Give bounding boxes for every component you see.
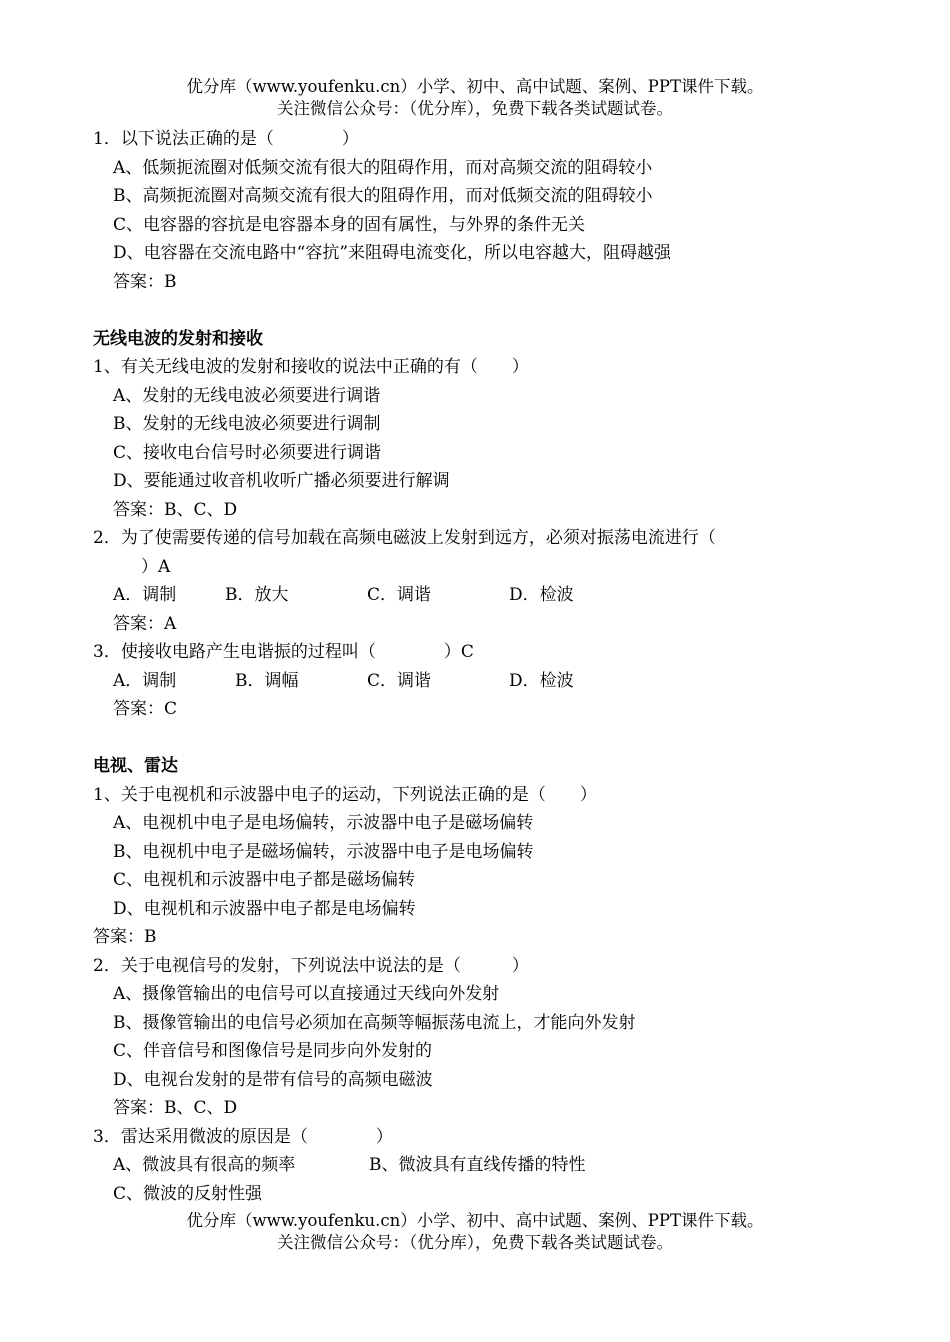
option-b: B、发射的无线电波必须要进行调制 [113,414,381,434]
option-d: D、电容器在交流电路中“容抗”来阻碍电流变化，所以电容越大，阻碍越强 [113,243,672,263]
option-a: A、微波具有很高的频率 [113,1155,296,1175]
question-text: 2．关于电视信号的发射，下列说法中说法的是（ ） [93,955,529,976]
option-d: D．检波 [509,670,574,691]
option-b: B、高频扼流圈对高频交流有很大的阻碍作用，而对低频交流的阻碍较小 [113,186,653,206]
option-d: D、电视机和示波器中电子都是电场偏转 [113,898,416,919]
option-c: C、接收电台信号时必须要进行调谐 [113,442,382,463]
option-a: A、电视机中电子是电场偏转，示波器中电子是磁场偏转 [113,813,534,833]
footer-line-1: 优分库（www.youfenku.cn）小学、初中、高中试题、案例、PPT课件下载。 [186,1211,764,1230]
option-c: C、微波的反射性强 [113,1183,263,1204]
question-text: 1．以下说法正确的是（ ） [93,129,359,149]
question-text: 1、关于电视机和示波器中电子的运动，下列说法正确的是（ ） [93,784,597,805]
options-row [93,667,813,696]
option-d: D、要能通过收音机收听广播必须要进行解调 [113,471,450,491]
section-title-radio-waves: 无线电波的发射和接收 [93,328,263,349]
footer-line-2: 关注微信公众号：（优分库），免费下载各类试题试卷。 [277,1233,673,1252]
header-line-1: 优分库（www.youfenku.cn）小学、初中、高中试题、案例、PPT课件下载。 [186,77,764,96]
question-text: 2．为了使需要传递的信号加载在高频电磁波上发射到远方，必须对振荡电流进行（ [93,528,716,548]
option-b: B、电视机中电子是磁场偏转，示波器中电子是电场偏转 [113,841,534,862]
question-text-continued: ）A [141,556,171,577]
question-text: 1、有关无线电波的发射和接收的说法中正确的有（ ） [93,357,529,377]
option-a: A、发射的无线电波必须要进行调谐 [113,385,381,406]
answer: 答案：B、C、D [113,1098,238,1118]
header-line-2: 关注微信公众号：（优分库），免费下载各类试题试卷。 [277,99,673,118]
section-title-tv-radar: 电视、雷达 [93,756,178,776]
option-c: C、电视机和示波器中电子都是磁场偏转 [113,870,416,890]
option-c: C、伴音信号和图像信号是同步向外发射的 [113,1041,433,1061]
option-d: D．检波 [509,585,574,605]
option-a: A、摄像管输出的电信号可以直接通过天线向外发射 [113,984,500,1004]
option-b: B．放大 [225,585,289,605]
page-header [0,76,950,120]
answer: 答案：B [113,271,177,292]
option-b: B、微波具有直线传播的特性 [369,1155,586,1175]
answer: 答案：C [113,699,178,719]
options-row [93,581,813,610]
option-a: A．调制 [113,670,177,691]
option-a: A、低频扼流圈对低频交流有很大的阻碍作用，而对高频交流的阻碍较小 [113,157,653,178]
answer: 答案：A [113,613,177,634]
option-a: A．调制 [113,585,177,605]
option-c: C．调谐 [367,585,432,605]
option-c: C、电容器的容抗是电容器本身的固有属性，与外界的条件无关 [113,214,586,235]
question-text: 3．雷达采用微波的原因是（ ） [93,1126,393,1147]
document-body [93,125,813,1208]
answer: 答案：B、C、D [113,499,238,520]
option-d: D、电视台发射的是带有信号的高频电磁波 [113,1069,433,1090]
option-b: B、摄像管输出的电信号必须加在高频等幅振荡电流上，才能向外发射 [113,1012,636,1033]
page-footer [0,1210,950,1254]
option-c: C．调谐 [367,670,432,691]
options-row [93,1151,813,1180]
option-b: B．调幅 [235,670,299,691]
answer: 答案：B [93,927,157,947]
question-text: 3．使接收电路产生电谐振的过程叫（ ）C [93,642,474,662]
